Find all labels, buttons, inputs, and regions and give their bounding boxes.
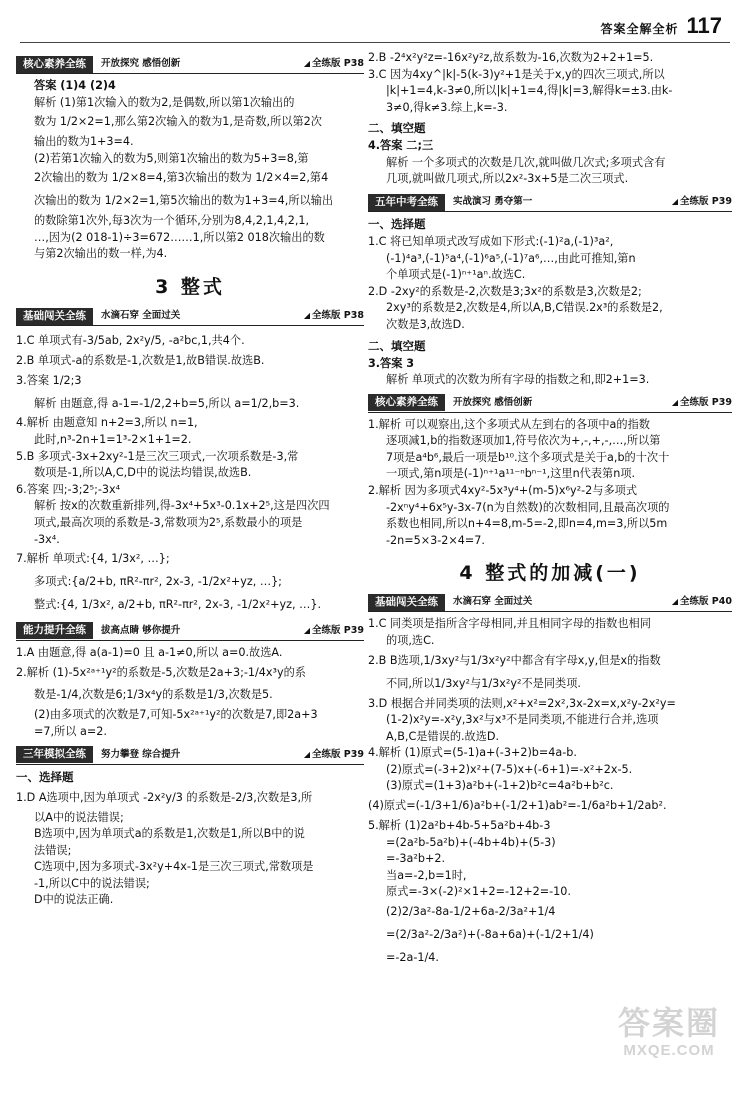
banner-subtitle: 开放探究 感悟创新	[453, 396, 533, 408]
answer-line: -2xⁿy⁴+6x⁵y-3x-7(n为自然数)的次数相同,且最高次项的	[386, 500, 670, 514]
answer-line: 一项式,第n项是(-1)ⁿ⁺¹a¹¹⁻ⁿbⁿ⁻¹,这里n代表第n项.	[386, 467, 636, 481]
answer-line: 的数除第1次外,每3次为一个循环,分别为8,4,2,1,4,2,1,	[34, 214, 310, 228]
banner-ref	[672, 396, 732, 410]
sub-heading: 二、填空题	[368, 121, 426, 136]
banner-ref	[304, 309, 364, 323]
answer-line: 次数是3,故选D.	[386, 317, 465, 331]
answer-line: =-3a²b+2.	[386, 852, 446, 866]
answer-line: 数是-1/4,次数是6;1/3x⁴y的系数是1/3,次数是5.	[34, 688, 273, 702]
answer-line: (-1)⁴a³,(-1)⁵a⁴,(-1)⁶a⁵,(-1)⁷a⁶,…,由此可推知,第n	[386, 251, 636, 265]
arrow-icon: ◢	[671, 397, 678, 407]
answer-line: 以A中的说法错误;	[34, 810, 124, 824]
header-title: 答案全解全析	[600, 22, 679, 36]
banner-subtitle: 拔高点睛 够你提升	[101, 624, 181, 636]
banner-ref	[304, 748, 364, 762]
answer-line: 法错误;	[34, 843, 72, 857]
answer-line: B选项中,因为单项式a的系数是1,次数是1,所以B中的说	[34, 827, 305, 841]
answer-line: 2.B -2⁴x²y²z=-16x²y²z,故系数为-16,次数为2+2+1=5.	[368, 51, 654, 64]
left-column	[16, 50, 364, 909]
banner-ref-text: 全练版 P39	[312, 748, 364, 760]
banner-ref-text: 全练版 P39	[680, 196, 732, 208]
answer-line: 2.解析 因为多项式4xy²-5x³y⁴+(m-5)x⁶y²-2与多项式	[368, 484, 638, 498]
answer-line: (1-2)x²y=-x²y,3x²与x³不是同类项,不能进行合并,选项	[386, 713, 659, 727]
answer-line: =-2a-1/4.	[386, 950, 439, 964]
section-banner	[16, 55, 364, 74]
answer-line: 6.答案 四;-3;2⁵;-3x⁴	[16, 482, 121, 496]
arrow-icon: ◢	[671, 197, 678, 207]
answer-line: 解析 一个多项式的次数是几次,就叫做几次式;多项式含有	[386, 155, 666, 169]
banner-ref-text: 全练版 P39	[312, 624, 364, 636]
section-banner	[368, 394, 732, 413]
answer-line: 3≠0,得k≠3.综上,k=-3.	[386, 100, 508, 114]
answer-line: (2)由多项式的次数是7,可知-5x²ᵃ⁺¹y²的次数是7,即2a+3	[34, 708, 318, 722]
header-rule	[20, 42, 730, 43]
watermark-url: MXQE.COM	[623, 1041, 715, 1059]
answer-line: 1.C 同类项是指所含字母相同,并且相同字母的指数也相同	[368, 617, 651, 631]
answer-line: (2)原式=(-3+2)x²+(7-5)x+(-6+1)=-x²+2x-5.	[386, 762, 633, 776]
right-column	[368, 50, 732, 970]
answer-line: 项式,最高次项的系数是-3,常数项为2⁵,系数最小的项是	[34, 515, 303, 529]
sub-heading: 一、选择题	[368, 217, 426, 232]
answer-line: -2n=5×3-2×4=7.	[386, 533, 485, 547]
answer-line: 2.D -2xy²的系数是-2,次数是3;3x²的系数是3,次数是2;	[368, 284, 642, 298]
answer-line: 整式:{4, 1/3x², a/2+b, πR²-πr², 2x-3, -1/2x²+yz, …}.	[34, 597, 322, 611]
answer-line: 2.解析 (1)-5x²ᵃ⁺¹y²的系数是-5,次数是2a+3;-1/4x³y的系	[16, 665, 306, 679]
answer-line: 输出的数为1+3=4.	[34, 135, 134, 149]
sub-heading: 一、选择题	[16, 769, 74, 784]
chapter-title: 3 整式	[155, 275, 225, 298]
banner-ref	[672, 195, 732, 209]
answer-line: (2)2/3a²-8a-1/2+6a-2/3a²+1/4	[386, 904, 556, 918]
answer-line: 1.C 将已知单项式改写成如下形式:(-1)²a,(-1)³a²,	[368, 235, 614, 249]
arrow-icon: ◢	[303, 310, 310, 320]
answer-line: (3)原式=(1+3)a²b+(-1+2)b²c=4a²b+b²c.	[386, 779, 614, 793]
arrow-icon: ◢	[303, 625, 310, 635]
answer-line: 5.B 多项式-3x+2xy²-1是三次三项式,一次项系数是-3,常	[16, 449, 299, 463]
answer-line: 7.解析 单项式:{4, 1/3x², …};	[16, 552, 170, 566]
answer-line: 不同,所以1/3xy²与1/3x²y²不是同类项.	[386, 676, 581, 690]
answer-line: 原式=-3×(-2)²×1+2=-12+2=-10.	[386, 885, 571, 899]
banner-label: 五年中考全练	[368, 194, 445, 211]
answer-line: 3.答案 3	[368, 356, 415, 370]
answer-line: 几项,就叫做几项式,所以2x²-3x+5是二次三项式.	[386, 172, 629, 186]
section-banner	[16, 307, 364, 326]
answer-line: 与第2次输出的数一样,为4.	[34, 247, 168, 261]
banner-ref	[672, 595, 732, 609]
banner-label: 核心素养全练	[368, 394, 445, 411]
banner-ref-text: 全练版 P40	[680, 596, 732, 608]
answer-line: 逐项减1,b的指数逐项加1,符号依次为+,-,+,-,…,所以第	[386, 434, 661, 448]
answer-line: 1.解析 可以观察出,这个多项式从左到右的各项中a的指数	[368, 417, 650, 431]
answer-line: 1.D A选项中,因为单项式 -2x²y/3 的系数是-2/3,次数是3,所	[16, 790, 313, 804]
answer-line: 1.A 由题意,得 a(a-1)=0 且 a-1≠0,所以 a=0.故选A.	[16, 645, 283, 659]
answer-line: 次输出的数为 1/2×2=1,第5次输出的数为1+3=4,所以输出	[34, 194, 334, 208]
answer-line: |k|+1=4,k-3≠0,所以|k|+1=4,得|k|=3,解得k=±3.由k-	[386, 84, 673, 98]
chapter-title: 4 整式的加减(一)	[459, 562, 641, 585]
answer-line: 4.解析 由题意知 n+2=3,所以 n=1,	[16, 416, 198, 430]
section-banner	[368, 193, 732, 212]
arrow-icon: ◢	[671, 597, 678, 607]
answer-line: 2.B 单项式-a的系数是-1,次数是1,故B错误.故选B.	[16, 353, 265, 367]
answer-line: 个单项式是(-1)ⁿ⁺¹aⁿ.故选C.	[386, 268, 526, 282]
watermark-logo	[610, 1006, 728, 1062]
answer-line: 2.B B选项,1/3xy²与1/3x²y²中都含有字母x,y,但是x的指数	[368, 653, 661, 667]
answer-line: 5.解析 (1)2a²b+4b-5+5a²b+4b-3	[368, 818, 551, 832]
answer-line: 2次输出的数为 1/2×8=4,第3次输出的数为 1/2×4=2,第4	[34, 171, 329, 185]
answer-line: 解析 (1)第1次输入的数为2,是偶数,所以第1次输出的	[34, 95, 295, 109]
banner-ref-text: 全练版 P39	[680, 396, 732, 408]
section-banner	[368, 593, 732, 612]
answer-line: 7项是a⁴b⁶,最后一项是b¹⁰.这个多项式是关于a,b的十次十	[386, 450, 670, 464]
answer-line: =(2/3a²-2/3a²)+(-8a+6a)+(-1/2+1/4)	[386, 927, 594, 941]
banner-label: 基础闯关全练	[368, 594, 445, 611]
banner-label: 基础闯关全练	[16, 308, 93, 325]
answer-line: D中的说法正确.	[34, 893, 114, 907]
banner-subtitle: 开放探究 感悟创新	[101, 57, 181, 69]
answer-line: 4.答案 二;三	[368, 139, 434, 153]
answer-line: (2)若第1次输入的数为5,则第1次输出的数为5+3=8,第	[34, 151, 309, 165]
answer-line: 3.D 根据合并同类项的法则,x²+x²=2x²,3x-2x=x,x²y-2x²y=	[368, 696, 676, 710]
answer-line: -3x⁴.	[34, 532, 60, 546]
answer-line: =(2a²b-5a²b)+(-4b+4b)+(5-3)	[386, 835, 556, 849]
answer-line: 1.C 单项式有-3/5ab, 2x²y/5, -a²bc,1,共4个.	[16, 334, 245, 348]
answer-line: …,因为(2 018-1)÷3=672……1,所以第2 018次输出的数	[34, 230, 325, 244]
answer-line: A,B,C是错误的.故选D.	[386, 729, 500, 743]
answer-line: 系数也相同,所以n+4=8,m-5=-2,即n=4,m=3,所以5m	[386, 517, 668, 531]
answer-line: 3.答案 1/2;3	[16, 373, 82, 387]
answer-line: 4.解析 (1)原式=(5-1)a+(-3+2)b=4a-b.	[368, 746, 577, 760]
banner-subtitle: 努力攀登 综合提升	[101, 748, 181, 760]
banner-subtitle: 实战演习 勇夺第一	[453, 196, 533, 208]
arrow-icon: ◢	[303, 58, 310, 68]
banner-subtitle: 水滴石穿 全面过关	[101, 309, 181, 321]
answer-line: 3.C 因为4xy^|k|-5(k-3)y²+1是关于x,y的四次三项式,所以	[368, 67, 665, 81]
sub-heading: 二、填空题	[368, 338, 426, 353]
answer-line: (4)原式=(-1/3+1/6)a²b+(-1/2+1)ab²=-1/6a²b+1/2ab².	[368, 798, 667, 812]
answer-line: 解析 由题意,得 a-1=-1/2,2+b=5,所以 a=1/2,b=3.	[34, 396, 300, 410]
answer-line: =7,所以 a=2.	[34, 725, 107, 738]
watermark-text: 答案圈	[617, 1004, 720, 1041]
answer-line: 答案 (1)4 (2)4	[34, 79, 116, 92]
banner-ref-text: 全练版 P38	[312, 57, 364, 69]
banner-label: 核心素养全练	[16, 56, 93, 73]
banner-label: 能力提升全练	[16, 622, 93, 639]
section-banner	[16, 746, 364, 765]
arrow-icon: ◢	[303, 749, 310, 759]
answer-line: 解析 按x的次数重新排列,得-3x⁴+5x³-0.1x+2⁵,这是四次四	[34, 499, 330, 513]
answer-line: 当a=-2,b=1时,	[386, 868, 467, 882]
banner-subtitle: 水滴石穿 全面过关	[453, 596, 533, 608]
answer-line: -1,所以C中的说法错误;	[34, 876, 150, 890]
section-banner	[16, 622, 364, 641]
answer-line: 解析 单项式的次数为所有字母的指数之和,即2+1=3.	[386, 373, 650, 387]
answer-line: 2xy³的系数是2,次数是4,所以A,B,C错误.2x³的系数是2,	[386, 301, 663, 315]
banner-ref-text: 全练版 P38	[312, 309, 364, 321]
banner-ref	[304, 624, 364, 638]
banner-ref	[304, 57, 364, 71]
answer-line: 数为 1/2×2=1,那么第2次输入的数为1,是奇数,所以第2次	[34, 115, 322, 129]
banner-label: 三年模拟全练	[16, 746, 93, 763]
answer-line: 数项是-1,所以A,C,D中的说法均错误,故选B.	[34, 466, 252, 480]
answer-line: 的项,选C.	[386, 634, 435, 648]
answer-line: 此时,n³-2n+1=1³-2×1+1=2.	[34, 433, 192, 447]
page-header	[600, 10, 722, 43]
answer-line: C选项中,因为多项式-3x²y+4x-1是三次三项式,常数项是	[34, 860, 314, 874]
answer-line: 多项式:{a/2+b, πR²-πr², 2x-3, -1/2x²+yz, …};	[34, 575, 282, 589]
page-number: 117	[686, 13, 722, 38]
